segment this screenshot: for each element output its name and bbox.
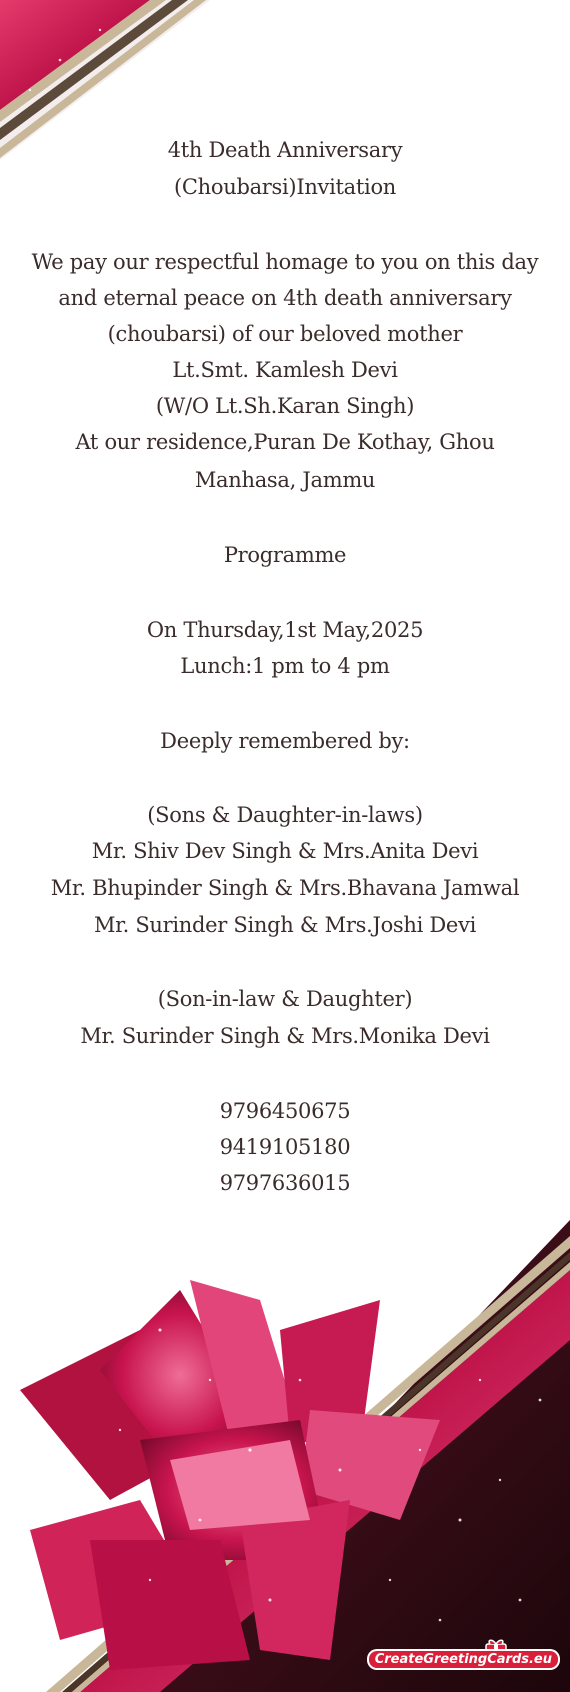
remembered-heading: Deeply remembered by: [160,729,410,753]
phone-3: 9797636015 [219,1171,351,1195]
group2-heading: (Son-in-law & Daughter) [157,987,413,1011]
group1-heading: (Sons & Daughter-in-laws) [147,803,423,827]
homage-line-3: (choubarsi) of our beloved mother [107,322,463,346]
group1-line-2: Mr. Bhupinder Singh & Mrs.Bhavana Jamwal [50,876,520,900]
group1-line-3: Mr. Surinder Singh & Mrs.Joshi Devi [93,913,477,937]
title-line-1: 4th Death Anniversary [167,138,403,162]
phone-2: 9419105180 [219,1135,351,1159]
brand-logo[interactable] [374,1644,566,1680]
group1-line-1: Mr. Shiv Dev Singh & Mrs.Anita Devi [91,839,479,863]
wife-of: (W/O Lt.Sh.Karan Singh) [155,394,415,418]
group2-line-1: Mr. Surinder Singh & Mrs.Monika Devi [80,1024,490,1048]
homage-line-2: and eternal peace on 4th death anniversary [58,286,512,310]
deceased-name: Lt.Smt. Kamlesh Devi [172,358,398,382]
venue-line-2: Manhasa, Jammu [194,468,376,492]
brand-logo-text: CreateGreetingCards.eu [367,1649,560,1670]
homage-line-1: We pay our respectful homage to you on this day [31,250,539,274]
programme-heading: Programme [223,543,347,567]
top-left-ribbon [0,0,210,160]
title-line-2: (Choubarsi)Invitation [173,175,397,199]
lunch-time: Lunch:1 pm to 4 pm [180,654,390,678]
venue-line-1: At our residence,Puran De Kothay, Ghou [75,430,495,454]
phone-1: 9796450675 [219,1099,351,1123]
event-date: On Thursday,1st May,2025 [146,618,424,642]
